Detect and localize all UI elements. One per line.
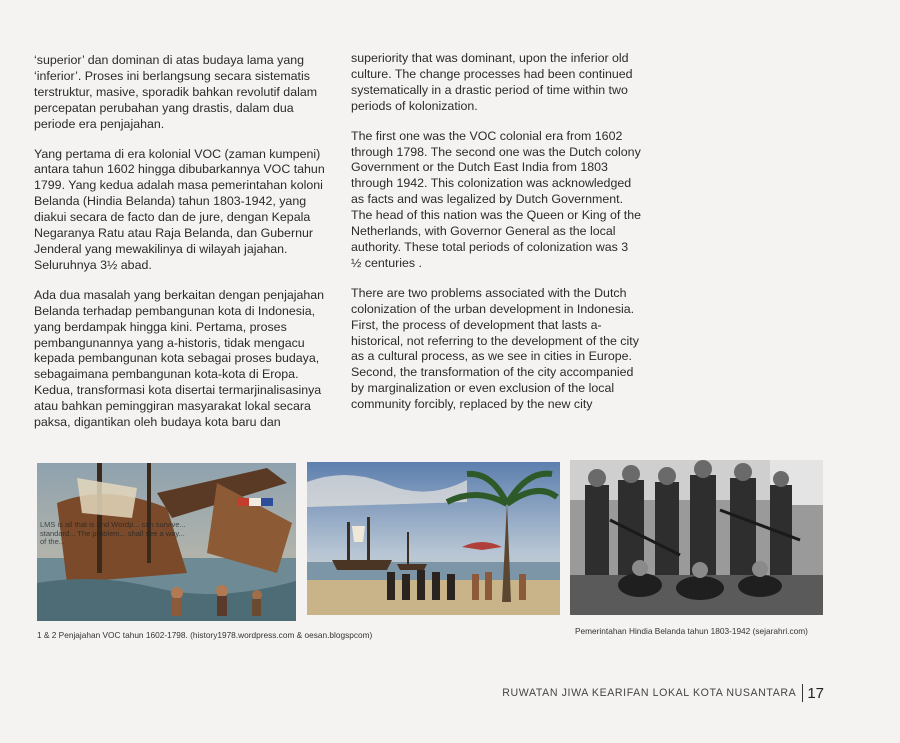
voc-ship-painting bbox=[37, 463, 296, 621]
right-paragraph-1: superiority that was dominant, upon the inferior old culture. The change processes had been continued systematically in a drastic period of time within two periods of kolonization. bbox=[351, 51, 633, 113]
right-paragraph-3: There are two problems associated with the Dutch colonization of the urban development in Indonesia. First, the process of development that lasts a- historical, not referring to the development of the city as a cultural process, as we see in cities in Europe. Second, the transformation of the city accompanied by marginalization or even exclusion of the local community forcibly, replaced by the new city bbox=[351, 285, 639, 412]
caption-voc-era: 1 & 2 Penjajahan VOC tahun 1602-1798. (history1978.wordpress.com & oesan.blogspcom) bbox=[37, 630, 373, 640]
left-paragraph-1: ‘superior’ dan dominan di atas budaya lama yang ‘inferior’. Proses ini berlangsung secara sistematis terstruktur, masive, sporadik bahkan revolutif dalam percepatan perubahan yang drastis, dalam dua periode era penjajahan. bbox=[34, 53, 318, 131]
right-paragraph-2: The first one was the VOC colonial era from 1602 through 1798. The second one was the Dutch colony Government or the Dutch East India from 1803 through 1942. This colonization was acknowledged as facts and was legalized by Dutch Government. The head of this nation was the Queen or King of the Netherlands, with Governor General as the local authority. These total periods of colonization was 3 ½ centuries . bbox=[351, 128, 641, 270]
left-paragraph-2: Yang pertama di era kolonial VOC (zaman kumpeni) antara tahun 1602 hingga dibubarkannya VOC tahun 1799. Yang kedua adalah masa pemerintahan koloni Belanda (Hindia Belanda) tahun 1803-1942, yang diakui secara de facto dan de jure, dengan Kepala Negaranya Ratu atau Raja Belanda, dan Gubernur Jenderal yang mewakilinya di wilayah jajahan. Seluruhnya 3½ abad. bbox=[34, 146, 325, 272]
right-text-column bbox=[351, 51, 641, 427]
left-paragraph-3: Ada dua masalah yang berkaitan dengan penjajahan Belanda terhadap pembangunan kota di Indonesia, yang berdampak hingga kini. Pertama, proses pembangunannya yang a-historis, tidak mengacu kepada pembangunan kota sebagai proses budaya, sebagaimana pembangunan kota-kota di Eropa. Kedua, transformasi kota disertai termarjinalisasinya atau bahkan peminggiran masyarakat lokal secara paksa, digantikan oleh budaya kota baru dan bbox=[34, 287, 325, 430]
footer-divider bbox=[802, 684, 803, 702]
caption-hindia-belanda: Pemerintahan Hindia Belanda tahun 1803-1942 (sejarahri.com) bbox=[575, 626, 808, 636]
book-title: RUWATAN JIWA KEARIFAN LOKAL KOTA NUSANTARA bbox=[502, 687, 797, 699]
page-footer bbox=[502, 684, 824, 702]
page-number: 17 bbox=[807, 684, 824, 702]
dutch-soldiers-photo bbox=[570, 460, 823, 615]
photo-overlay-text: LMS is all that is and Wordp... can survive... standard... The problem... shall see a way... of the... bbox=[40, 520, 186, 546]
left-text-column bbox=[34, 53, 330, 445]
colonial-landing-painting bbox=[307, 462, 560, 615]
